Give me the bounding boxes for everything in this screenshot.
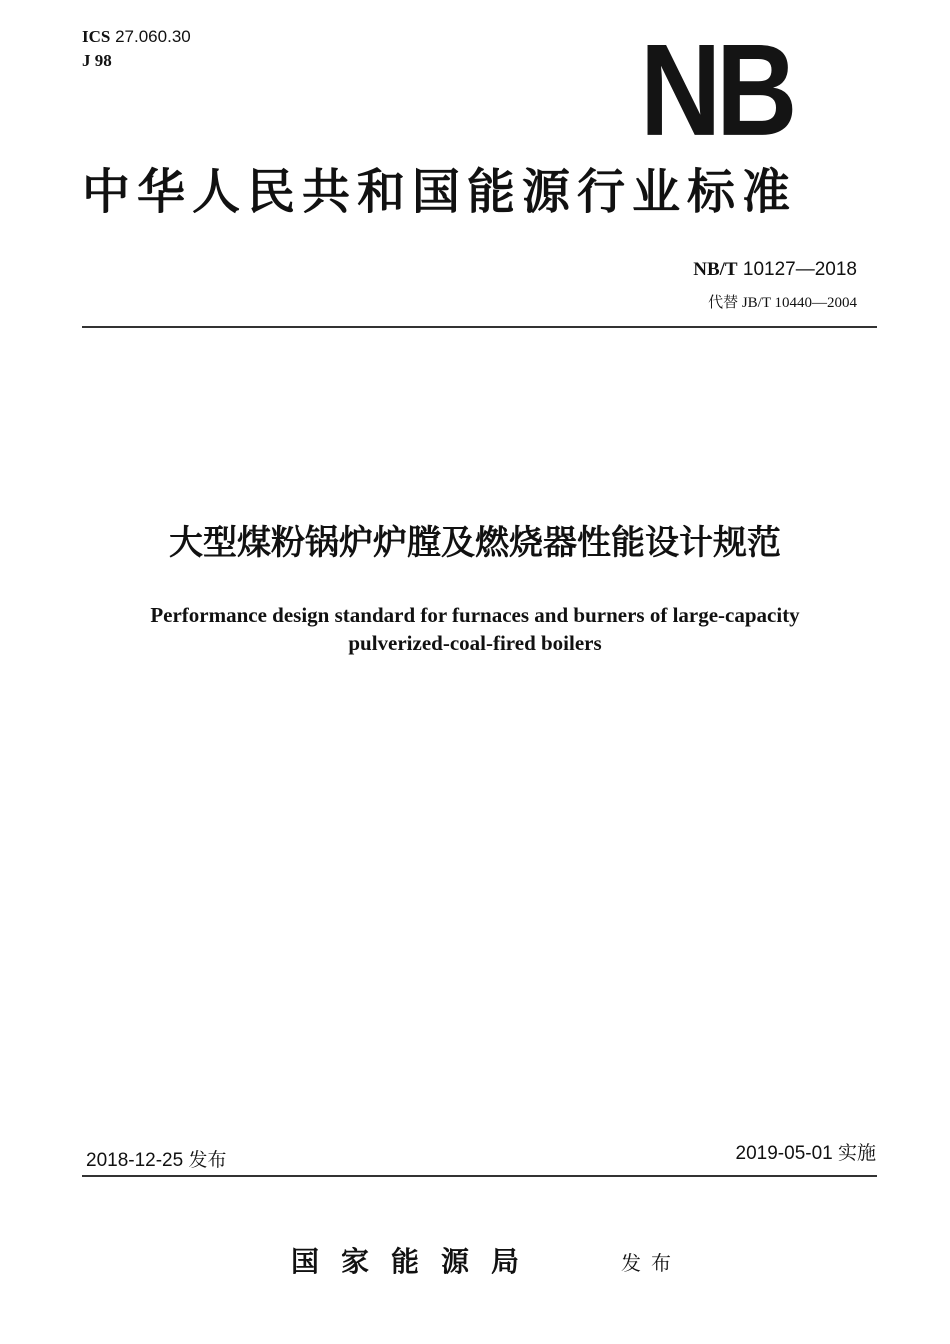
title-english	[0, 601, 950, 657]
classification-code: J 98	[82, 51, 112, 70]
standard-number	[693, 258, 857, 282]
publish-word: 发布	[621, 1251, 681, 1275]
implementation-date: 2019-05-01 实施	[735, 1143, 876, 1164]
title-english-line-1: Performance design standard for furnaces and burners of large-capacity	[150, 603, 800, 627]
standard-number-prefix: NB/T	[693, 259, 738, 280]
replaces-standard: 代替 JB/T 10440—2004	[708, 295, 857, 311]
publisher: 国家能源局	[291, 1245, 542, 1278]
title-english-line-2: pulverized-coal-fired boilers	[348, 631, 602, 655]
nb-logo: NB	[640, 17, 793, 164]
issue-date: 2018-12-25 发布	[86, 1150, 227, 1171]
top-divider	[82, 326, 877, 328]
standard-number-value: 10127—2018	[742, 259, 857, 280]
org-title: 中华人民共和国能源行业标准	[82, 164, 798, 220]
ics-label: ICS	[82, 27, 111, 46]
ics-code	[82, 26, 191, 48]
bottom-divider	[82, 1175, 877, 1177]
ics-number: 27.060.30	[115, 27, 191, 46]
title-chinese: 大型煤粉锅炉炉膛及燃烧器性能设计规范	[169, 523, 781, 563]
